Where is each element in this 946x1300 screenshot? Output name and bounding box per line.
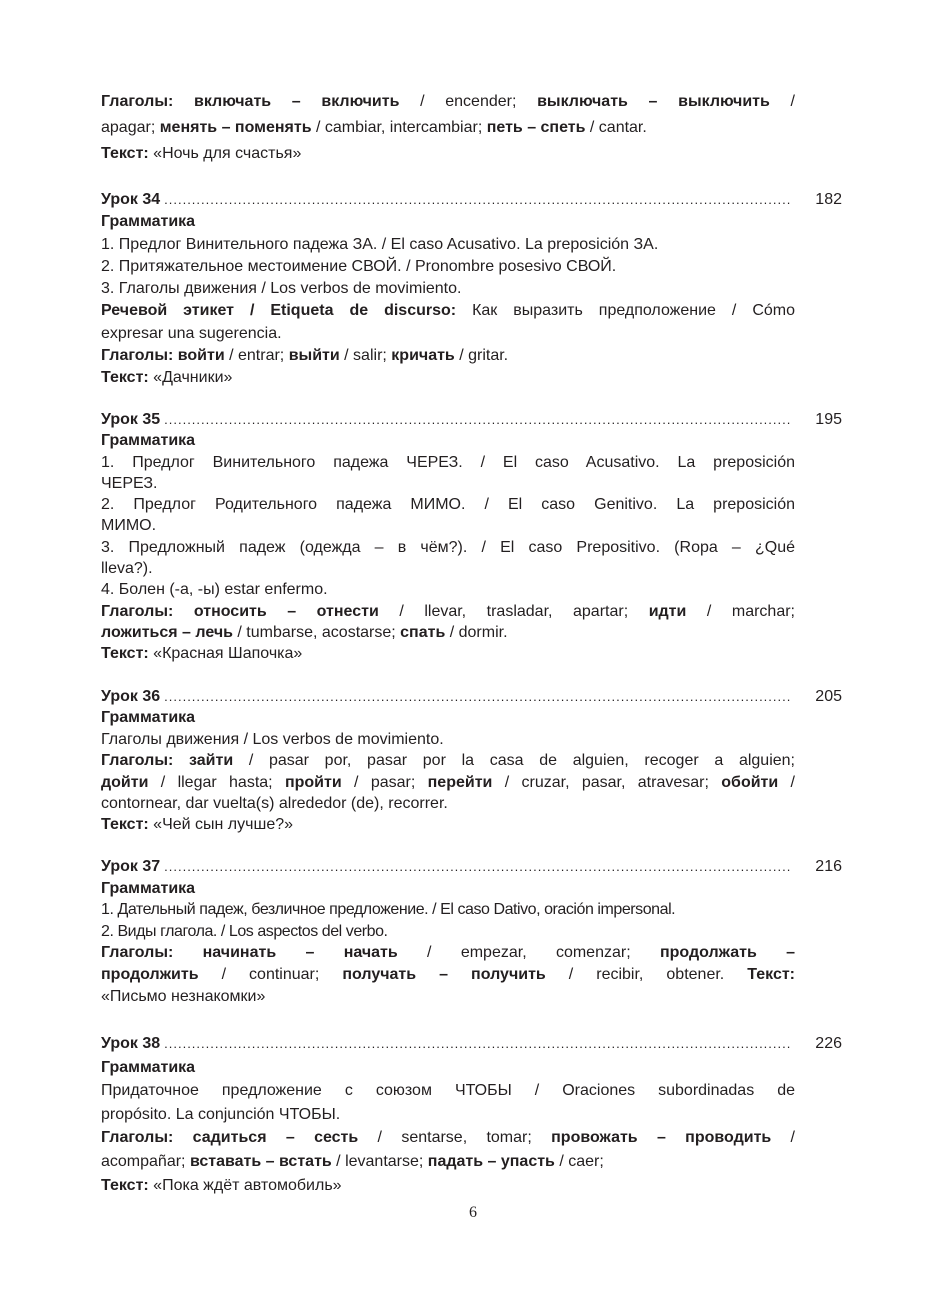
- text-segment: / tumbarse, acostarse;: [232, 623, 401, 641]
- bold-term: идти: [648, 602, 687, 620]
- dot-leader: [164, 1032, 792, 1056]
- bold-term: перейти: [427, 773, 493, 791]
- text-segment: / recibir, obtener.: [545, 965, 748, 983]
- text-line: [101, 211, 795, 233]
- text-line: [101, 234, 795, 256]
- lesson-heading[interactable]: [101, 686, 842, 707]
- text-segment: propósito. La conjunción ЧТОБЫ.: [101, 1105, 341, 1123]
- text-segment: 3. Глаголы движения / Los verbos de movimiento.: [101, 280, 462, 298]
- text-line: [101, 601, 795, 622]
- text-segment: 2. Притяжательное местоимение СВОЙ. / Pronombre posesivo СВОЙ.: [101, 257, 617, 275]
- bold-term: пройти: [284, 773, 342, 791]
- text-line: [101, 814, 795, 835]
- text-segment: / pasar;: [341, 773, 428, 791]
- bold-term: Глаголы: относить – отнести: [101, 602, 379, 620]
- text-line: [101, 750, 795, 771]
- bold-term: Грамматика: [101, 879, 196, 897]
- bold-term: обойти: [721, 773, 779, 791]
- text-segment: apagar;: [101, 119, 160, 136]
- text-segment: 4. Болен (-а, -ы) estar enfermo.: [101, 581, 328, 599]
- dot-leader: [164, 856, 792, 878]
- bold-term: выйти: [288, 347, 340, 365]
- text-segment: / levantarse;: [331, 1152, 428, 1170]
- text-segment: / gritar.: [454, 347, 509, 365]
- lesson-entry: [101, 856, 842, 1007]
- bold-term: Грамматика: [101, 709, 196, 727]
- text-line: [101, 278, 795, 300]
- bold-term: Грамматика: [101, 213, 196, 231]
- text-segment: «Красная Шапочка»: [148, 645, 303, 663]
- page-number: 6: [469, 1204, 477, 1221]
- text-line: [101, 729, 795, 750]
- text-segment: / dormir.: [445, 623, 508, 641]
- text-segment: / entrar;: [224, 347, 289, 365]
- bold-term: Грамматика: [101, 1058, 196, 1076]
- lesson-entry: [101, 189, 842, 390]
- bold-term: продолжить: [101, 965, 199, 983]
- bold-term: падать – упасть: [427, 1152, 555, 1170]
- bold-term: Глаголы: зайти: [101, 752, 234, 770]
- text-line: [101, 89, 795, 115]
- lesson-page-number: 195: [815, 411, 842, 428]
- bold-term: Грамматика: [101, 432, 196, 450]
- text-segment: /: [771, 1129, 795, 1147]
- text-segment: / cambiar, intercambiar;: [311, 119, 487, 136]
- text-segment: lleva?).: [101, 560, 153, 578]
- lesson-entry: [101, 409, 842, 665]
- text-segment: Глаголы движения / Los verbos de movimiento.: [101, 730, 444, 748]
- bold-term: Текст:: [101, 369, 149, 387]
- text-segment: «Письмо незнакомки»: [101, 987, 266, 1005]
- lesson-heading[interactable]: [101, 1032, 842, 1056]
- text-segment: contornear, dar vuelta(s) alrededor (de), recorrer.: [101, 795, 448, 813]
- text-line: [101, 707, 795, 728]
- dot-leader: [164, 189, 792, 211]
- text-line: [101, 300, 795, 322]
- bold-term: Текст:: [101, 145, 149, 162]
- text-segment: / continuar;: [198, 965, 343, 983]
- bold-term: получать – получить: [342, 965, 546, 983]
- text-segment: 2. Предлог Родительного падежа МИМО. / El caso Genitivo. La preposición: [101, 496, 795, 514]
- text-line: [101, 579, 795, 600]
- text-line: [101, 878, 795, 900]
- lesson-entry: [101, 1032, 842, 1197]
- dot-leader: [164, 409, 792, 430]
- text-segment: Придаточное предложение с союзом ЧТОБЫ / Oraciones subordinadas de: [101, 1082, 795, 1100]
- bold-term: Текст:: [101, 816, 149, 834]
- text-line: [101, 494, 795, 515]
- text-segment: «Чей сын лучше?»: [148, 816, 294, 834]
- text-segment: «Дачники»: [148, 369, 233, 387]
- text-segment: / encender;: [399, 93, 538, 110]
- bold-term: петь – спеть: [486, 119, 586, 136]
- bold-term: Глаголы: садиться – сесть: [101, 1129, 359, 1147]
- lesson-title: Урок 36: [101, 688, 161, 705]
- text-line: [101, 921, 795, 943]
- text-line: [101, 772, 795, 793]
- lesson-page-number: 205: [815, 688, 842, 705]
- lesson-title: Урок 34: [101, 191, 161, 208]
- text-line: [101, 643, 795, 664]
- text-line: [101, 1056, 795, 1080]
- lesson-page-number: 216: [815, 858, 842, 875]
- text-segment: expresar una sugerencia.: [101, 324, 282, 342]
- text-line: [101, 1150, 795, 1174]
- dot-leader: [164, 686, 792, 707]
- text-segment: / cantar.: [585, 119, 647, 136]
- lesson-title: Урок 37: [101, 858, 161, 875]
- bold-term: Глаголы: войти: [101, 347, 225, 365]
- lesson-title: Урок 38: [101, 1035, 161, 1052]
- bold-term: продолжать –: [659, 944, 795, 962]
- text-line: [101, 345, 795, 367]
- bold-term: менять – поменять: [159, 119, 312, 136]
- bold-term: вставать – встать: [189, 1152, 332, 1170]
- lesson-heading[interactable]: [101, 856, 842, 878]
- text-segment: Как выразить предположение / Cómo: [456, 302, 795, 320]
- text-line: [101, 473, 795, 494]
- text-line: [101, 537, 795, 558]
- text-segment: 1. Предлог Винительного падежа ЗА. / El caso Acusativo. La preposición ЗА.: [101, 235, 659, 253]
- text-segment: /: [778, 773, 796, 791]
- text-line: [101, 899, 795, 921]
- text-segment: 1. Предлог Винительного падежа ЧЕРЕЗ. / El caso Acusativo. La preposición: [101, 453, 795, 471]
- lesson-heading[interactable]: [101, 409, 842, 430]
- text-segment: / marchar;: [686, 602, 796, 620]
- text-line: [101, 323, 795, 345]
- text-line: [101, 430, 795, 451]
- bold-term: ложиться – лечь: [101, 623, 233, 641]
- text-line: [101, 1079, 795, 1103]
- text-segment: 2. Виды глагола. / Los aspectos del verbo.: [101, 922, 388, 940]
- text-line: [101, 964, 795, 986]
- text-segment: / caer;: [554, 1152, 604, 1170]
- text-line: [101, 515, 795, 536]
- text-segment: / pasar por, pasar por la casa de alguien, recoger a alguien;: [233, 752, 795, 770]
- text-segment: ЧЕРЕЗ.: [101, 474, 158, 492]
- bold-term: кричать: [391, 347, 455, 365]
- text-line: [101, 1103, 795, 1127]
- text-segment: / llegar hasta;: [148, 773, 285, 791]
- bold-term: Текст:: [747, 965, 795, 983]
- bold-term: дойти: [101, 773, 149, 791]
- lesson-title: Урок 35: [101, 411, 161, 428]
- text-segment: / salir;: [339, 347, 392, 365]
- text-line: [101, 367, 795, 389]
- text-line: [101, 1126, 795, 1150]
- text-line: [101, 986, 795, 1008]
- text-segment: / sentarse, tomar;: [358, 1129, 552, 1147]
- text-segment: /: [769, 93, 795, 110]
- bold-term: провожать – проводить: [551, 1129, 772, 1147]
- text-segment: / cruzar, pasar, atravesar;: [492, 773, 722, 791]
- bold-term: Текст:: [101, 1176, 149, 1194]
- lesson-page-number: 226: [815, 1035, 842, 1052]
- intro-section: [101, 89, 795, 167]
- bold-term: спать: [400, 623, 446, 641]
- bold-term: Глаголы: начинать – начать: [101, 944, 398, 962]
- text-segment: «Пока ждёт автомобиль»: [148, 1176, 342, 1194]
- text-segment: acompañar;: [101, 1152, 190, 1170]
- text-line: [101, 558, 795, 579]
- text-segment: МИМО.: [101, 517, 157, 535]
- text-segment: 3. Предложный падеж (одежда – в чём?). / El caso Prepositivo. (Ropa – ¿Qué: [101, 538, 795, 556]
- text-line: [101, 942, 795, 964]
- text-line: [101, 1174, 795, 1198]
- bold-term: Глаголы: включать – включить: [101, 93, 400, 110]
- text-segment: «Ночь для счастья»: [148, 145, 302, 162]
- lesson-entry: [101, 686, 842, 836]
- text-line: [101, 115, 795, 141]
- text-line: [101, 256, 795, 278]
- text-line: [101, 793, 795, 814]
- text-line: [101, 622, 795, 643]
- text-line: [101, 452, 795, 473]
- text-segment: 1. Дательный падеж, безличное предложение. / El caso Dativo, oración impersonal.: [101, 901, 676, 919]
- text-segment: / llevar, trasladar, apartar;: [378, 602, 649, 620]
- bold-term: Речевой этикет / Etiqueta de discurso:: [101, 302, 457, 320]
- text-segment: / empezar, comenzar;: [397, 944, 660, 962]
- bold-term: Текст:: [101, 645, 149, 663]
- lesson-heading[interactable]: [101, 189, 842, 211]
- bold-term: выключать – выключить: [537, 93, 770, 110]
- text-line: [101, 141, 795, 167]
- lesson-page-number: 182: [815, 191, 842, 208]
